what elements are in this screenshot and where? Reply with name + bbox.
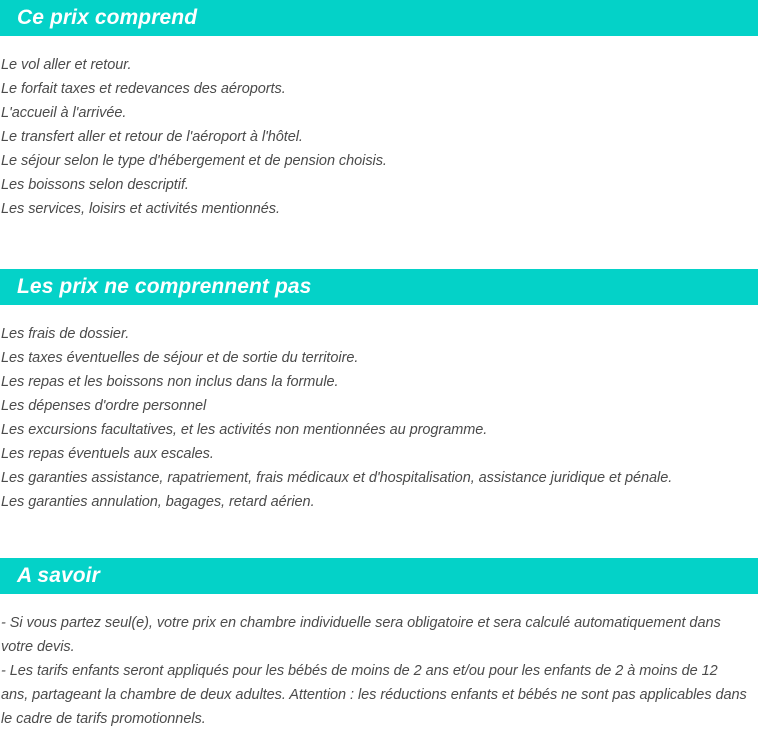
list-item: Le forfait taxes et redevances des aéroports. xyxy=(1,81,286,97)
paragraph: - Les tarifs enfants seront appliqués pour les bébés de moins de 2 ans et/ou pour les enfants de 2 à moins de 12 ans, partageant la chambre de deux adultes. Attention : les réductions enfants et bébés ne sont pas applicables dans le cadre de tarifs promotionnels. xyxy=(1,663,747,727)
list-item: Les repas éventuels aux escales. xyxy=(1,446,214,462)
list-item: Le transfert aller et retour de l'aéroport à l'hôtel. xyxy=(1,129,303,145)
list-item: Les repas et les boissons non inclus dans la formule. xyxy=(1,374,339,390)
section-spacer xyxy=(0,514,758,558)
section-body-included xyxy=(0,36,758,221)
list-item: L'accueil à l'arrivée. xyxy=(1,105,127,121)
list-item: Les dépenses d'ordre personnel xyxy=(1,398,207,414)
section-header-not-included xyxy=(0,269,758,305)
list-item: Les garanties annulation, bagages, retard aérien. xyxy=(1,494,315,510)
section-body-good-to-know xyxy=(0,594,758,731)
section-title-good-to-know: A savoir xyxy=(17,564,100,587)
list-item: Les services, loisirs et activités mentionnés. xyxy=(1,201,280,217)
list-item: Les taxes éventuelles de séjour et de sortie du territoire. xyxy=(1,350,359,366)
list-item: Les garanties assistance, rapatriement, frais médicaux et d'hospitalisation, assistance juridique et pénale. xyxy=(1,470,673,486)
list-item: Les boissons selon descriptif. xyxy=(1,177,189,193)
list-item: Les frais de dossier. xyxy=(1,326,130,342)
list-item: Les excursions facultatives, et les activités non mentionnées au programme. xyxy=(1,422,488,438)
section-title-included: Ce prix comprend xyxy=(17,6,198,29)
section-spacer xyxy=(0,221,758,269)
list-item: Le séjour selon le type d'hébergement et de pension choisis. xyxy=(1,153,387,169)
section-body-not-included xyxy=(0,305,758,514)
section-header-included xyxy=(0,0,758,36)
section-header-good-to-know xyxy=(0,558,758,594)
paragraph: - Si vous partez seul(e), votre prix en chambre individuelle sera obligatoire et sera calculé automatiquement dans votre devis. xyxy=(1,615,721,655)
section-title-not-included: Les prix ne comprennent pas xyxy=(17,275,312,298)
list-item: Le vol aller et retour. xyxy=(1,57,132,73)
